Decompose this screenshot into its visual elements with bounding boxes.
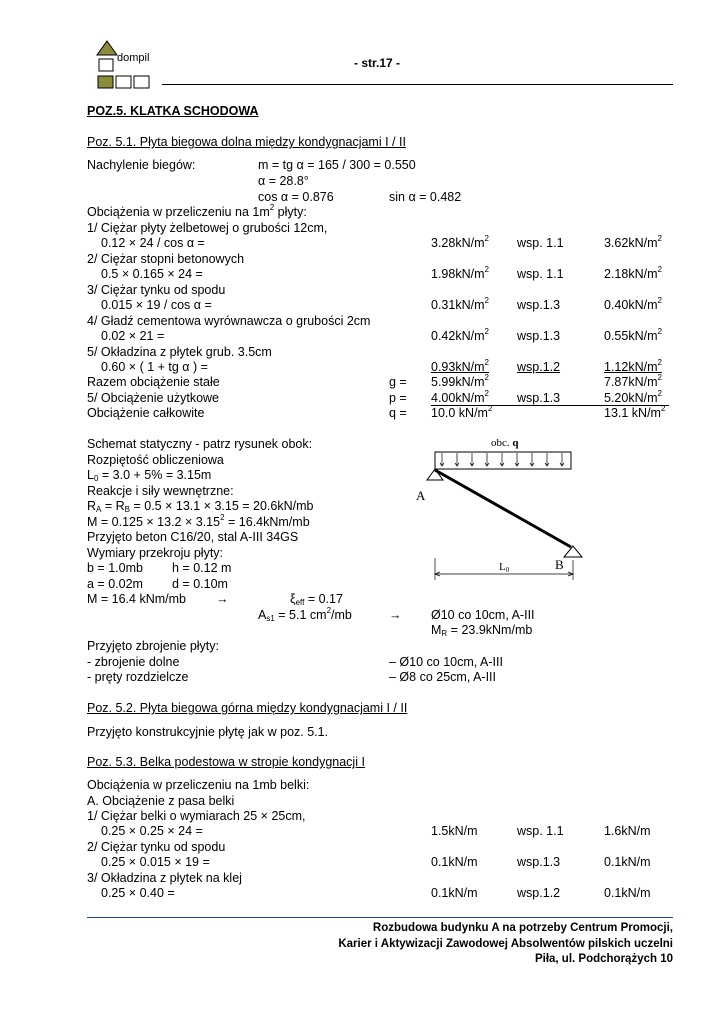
reinf-main-value: – Ø10 co 10cm, A-III (389, 655, 503, 669)
load-name: 5/ Okładzina z płytek grub. 3.5cm (87, 345, 272, 359)
load-formula: 0.5 × 0.165 × 24 = (101, 267, 203, 281)
span-value: $L_0 = 3.0 + 5\% = 3.15m$ (87, 468, 212, 483)
sum-dead-char: $5.99kN/m^2$ (431, 373, 489, 389)
incline-alpha: α = 28.8° (258, 174, 309, 188)
s52-heading: Poz. 5.2. Płyta biegowa górna między kondygnacjami I / II (87, 701, 408, 715)
sum-live-label: 5/ Obciążenie użytkowe (87, 391, 220, 405)
logo-mark (96, 40, 156, 90)
load-coefficient: wsp.1.3 (517, 329, 561, 343)
beam-load-name: 3/ Okładzina z płytek na klej (87, 871, 242, 885)
span-label: Rozpiętość obliczeniowa (87, 453, 224, 467)
load-design-value: $1.12kN/m^2$ (604, 358, 662, 374)
footer-rule (87, 917, 673, 918)
sum-live-sym: p = (389, 391, 407, 405)
steel-area: $A_{s1} = 5.1$ $cm^2/mb$ (258, 606, 352, 623)
header-rule (162, 84, 673, 85)
sum-total-sym: q = (389, 406, 407, 420)
reinf-dist-value: – Ø8 co 25cm, A-III (389, 670, 496, 684)
s53-intro: Obciążenia w przeliczeniu na 1mb belki: (87, 778, 310, 792)
s53-heading: Poz. 5.3. Belka podestowa w stropie kondygnacji I (87, 755, 365, 769)
load-design-value: $0.40kN/m^2$ (604, 296, 662, 312)
scheme-text: Schemat statyczny - patrz rysunek obok: (87, 437, 313, 451)
beam-load-formula: 0.25 × 0.015 × 19 = (101, 855, 210, 869)
sum-live-design: $5.20kN/m^2$ (604, 389, 662, 405)
support-b-label: B (555, 557, 564, 572)
load-name: 3/ Ciężar tynku od spodu (87, 283, 226, 297)
logo-text: dompil (117, 52, 150, 64)
diagram-load-label: obc. q (491, 437, 519, 449)
beam-load-name: 1/ Ciężar belki o wymiarach 25 × 25cm, (87, 809, 306, 823)
sum-total-char: 10.0 $kN/m^2$ (431, 404, 493, 420)
incline-sin: sin α = 0.482 (389, 190, 462, 204)
footer-line-1: Rozbudowa budynku A na potrzeby Centrum Promocji, (372, 922, 673, 934)
sum-live-char: $4.00kN/m^2$ (431, 389, 489, 405)
dim-b: b = 1.0mb (87, 561, 143, 575)
rebar-value: Ø10 co 10cm, A-III (431, 608, 535, 622)
moment-value: $M = 0.125 \times 13.2 \times 3.15^2 = 16.4kNm/mb$ (87, 513, 310, 529)
load-coefficient: wsp.1.2 (517, 360, 561, 374)
sum-total-label: Obciążenie całkowite (87, 406, 205, 420)
beam-load-formula: 0.25 × 0.40 = (101, 886, 175, 900)
load-design-value: $0.55kN/m^2$ (604, 327, 662, 343)
load-char-value: $0.31kN/m^2$ (431, 296, 489, 312)
sum-dead-label: Razem obciążenie stałe (87, 375, 220, 389)
incline-cos: cos α = 0.876 (258, 190, 334, 204)
sum-dead-sym: g = (389, 375, 407, 389)
load-coefficient: wsp.1.3 (517, 298, 561, 312)
static-scheme-diagram (425, 432, 600, 582)
s53-sub: A. Obciążenie z pasa belki (87, 794, 235, 808)
section-title: POZ.5. KLATKA SCHODOWA (87, 104, 259, 118)
incline-m: m = tg α = 165 / 300 = 0.550 (258, 158, 416, 172)
material-text: Przyjęto beton C16/20, stal A-III 34GS (87, 530, 299, 544)
load-char-value: $0.42kN/m^2$ (431, 327, 489, 343)
design-moment: M = 16.4 kNm/mb (87, 592, 186, 606)
beam-load-design-value: 0.1kN/m (604, 886, 651, 900)
load-name: 4/ Gładź cementowa wyrównawcza o grubości 2cm (87, 314, 371, 328)
reactions-value: $R_A = R_B = 0.5 \times 13.1 \times 3.15 = 20.6kN/mb$ (87, 499, 314, 514)
dimension-label: L0 (499, 561, 510, 574)
reinf-main-label: - zbrojenie dolne (87, 655, 180, 669)
dims-label: Wymiary przekroju płyty: (87, 546, 224, 560)
load-coefficient: wsp. 1.1 (517, 236, 564, 250)
load-name: 1/ Ciężar płyty żelbetowej o grubości 12cm, (87, 221, 328, 235)
arrow-2: → (389, 608, 402, 622)
reinf-label: Przyjęto zbrojenie płyty: (87, 639, 220, 653)
beam-load-char-value: 1.5kN/m (431, 824, 478, 838)
footer-line-2: Karier i Aktywizacji Zawodowej Absolwentów pilskich uczelni (338, 938, 673, 950)
beam-load-name: 2/ Ciężar tynku od spodu (87, 840, 226, 854)
xi-eff: $\xi_{eff} = 0.17$ (290, 592, 343, 607)
sum-total-design: 13.1 $kN/m^2$ (604, 404, 666, 420)
dim-a: a = 0.02m (87, 577, 143, 591)
beam-load-design-value: 0.1kN/m (604, 855, 651, 869)
beam-load-coefficient: wsp.1.2 (517, 886, 561, 900)
load-design-value: $2.18kN/m^2$ (604, 265, 662, 281)
support-a-label-outer: A (416, 488, 426, 503)
s51-heading: Poz. 5.1. Płyta biegowa dolna między kondygnacjami I / II (87, 135, 406, 149)
mr-value: $M_R = 23.9kNm/mb$ (431, 623, 533, 638)
dim-h: h = 0.12 m (172, 561, 232, 575)
reinf-dist-label: - pręty rozdzielcze (87, 670, 189, 684)
logo (96, 40, 156, 90)
load-design-value: $3.62kN/m^2$ (604, 234, 662, 250)
load-formula: 0.015 × 19 / cos α = (101, 298, 212, 312)
page-number: - str.17 - (354, 56, 401, 70)
beam-load-formula: 0.25 × 0.25 × 24 = (101, 824, 203, 838)
load-formula: 0.02 × 21 = (101, 329, 165, 343)
incline-label: Nachylenie biegów: (87, 158, 196, 172)
load-name: 2/ Ciężar stopni betonowych (87, 252, 245, 266)
beam-load-coefficient: wsp. 1.1 (517, 824, 564, 838)
load-char-value: $1.98kN/m^2$ (431, 265, 489, 281)
beam-load-coefficient: wsp.1.3 (517, 855, 561, 869)
sum-dead-design: $7.87kN/m^2$ (604, 373, 662, 389)
load-char-value: $3.28kN/m^2$ (431, 234, 489, 250)
load-formula: 0.12 × 24 / cos α = (101, 236, 205, 250)
sum-live-coef: wsp.1.3 (517, 391, 561, 405)
support-b-triangle (564, 546, 582, 557)
beam-load-design-value: 1.6kN/m (604, 824, 651, 838)
load-formula: 0.60 × ( 1 + tg α ) = (101, 360, 208, 374)
beam-load-char-value: 0.1kN/m (431, 886, 478, 900)
reactions-label: Reakcje i siły wewnętrzne: (87, 484, 234, 498)
load-block (435, 452, 571, 469)
footer-line-3: Piła, ul. Podchorążych 10 (534, 953, 673, 965)
dim-d: d = 0.10m (172, 577, 228, 591)
arrow-1: → (216, 592, 229, 606)
beam-load-char-value: 0.1kN/m (431, 855, 478, 869)
s52-text: Przyjęto konstrukcyjnie płytę jak w poz. 5.1. (87, 725, 329, 739)
load-char-value: $0.93kN/m^2$ (431, 358, 489, 374)
load-coefficient: wsp. 1.1 (517, 267, 564, 281)
beam-line (435, 470, 571, 547)
loads-intro: Obciążenia w przeliczeniu na $1m^2$ płyty: (87, 203, 307, 219)
